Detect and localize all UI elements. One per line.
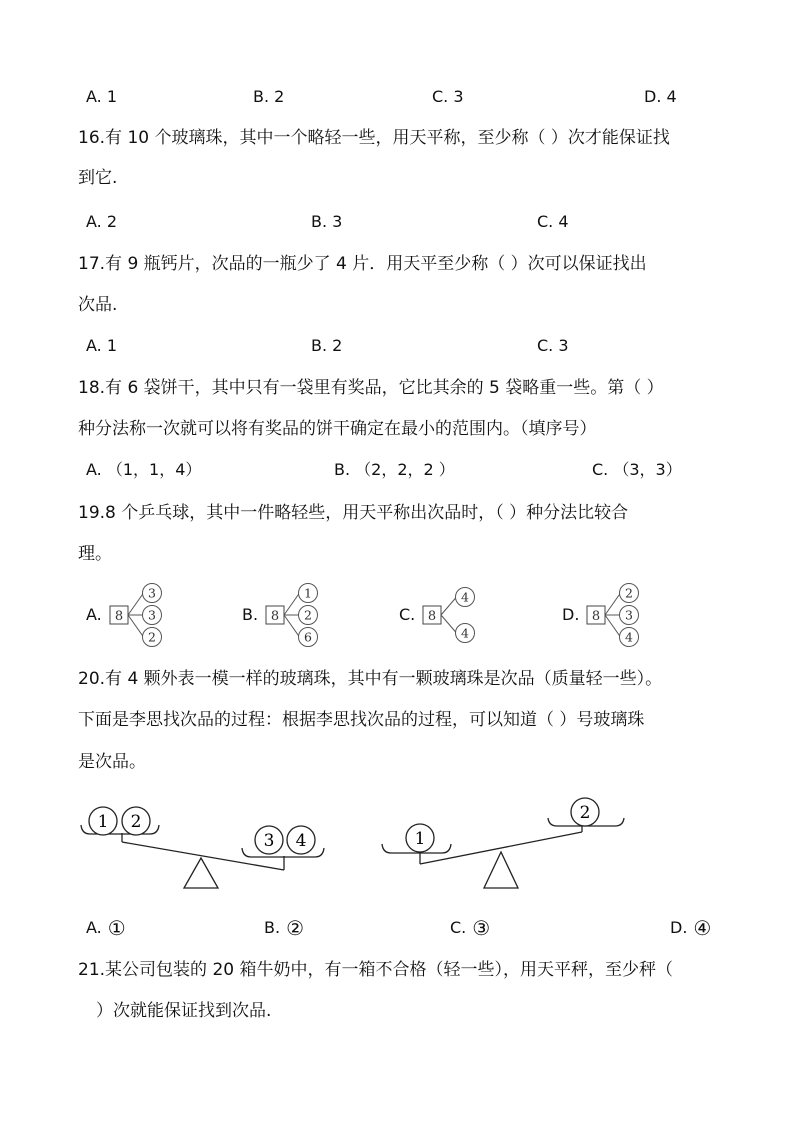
q19-option-label: B.	[242, 605, 259, 624]
q16-option-b[interactable]: B. 3	[311, 212, 343, 231]
q20-option-value: ②	[286, 916, 304, 940]
q20-option-d[interactable]	[670, 917, 711, 939]
leaf-number: 1	[304, 585, 313, 601]
split-tree-diagram	[108, 583, 188, 647]
q18-option-a[interactable]: A. （1，1，4）	[86, 460, 202, 479]
split-tree-diagram	[421, 583, 501, 647]
q20-option-a[interactable]	[86, 917, 126, 939]
q18-option-c[interactable]: C. （3，3）	[592, 460, 682, 479]
leaf-number: 4	[625, 629, 634, 645]
q17-option-c[interactable]: C. 3	[537, 336, 569, 355]
q20-option-c[interactable]	[450, 917, 490, 939]
root-number: 8	[270, 609, 280, 624]
q19-option-d[interactable]	[562, 583, 665, 647]
tree-branch	[128, 615, 144, 637]
leaf-number: 2	[625, 585, 634, 601]
ball-number: 1	[414, 829, 426, 849]
q17-text-line2: 次品.	[78, 295, 118, 315]
balance-scale-1	[81, 807, 324, 888]
leaf-number: 3	[625, 607, 634, 623]
root-number: 8	[114, 609, 123, 624]
q19-option-a[interactable]	[86, 583, 188, 647]
split-tree-diagram	[585, 583, 665, 647]
leaf-number: 3	[147, 607, 156, 623]
q19-option-label: C.	[399, 605, 416, 624]
balance-scale-2	[382, 798, 624, 888]
q20-text-line1: 20.有 4 颗外表一模一样的玻璃珠，其中有一颗玻璃珠是次品（质量轻一些）。	[78, 669, 663, 689]
q20-option-label: B.	[264, 918, 281, 937]
q17-option-b[interactable]: B. 2	[311, 336, 343, 355]
q16-text-line2: 到它.	[78, 168, 118, 188]
q17-text-line1: 17.有 9 瓶钙片，次品的一瓶少了 4 片．用天平至少称（ ）次可以保证找出	[78, 254, 647, 274]
q20-option-value: ③	[472, 916, 491, 940]
root-number: 8	[428, 609, 437, 624]
q17-option-a[interactable]: A. 1	[86, 336, 118, 355]
q20-option-label: C.	[450, 918, 467, 937]
balance-illustrations	[78, 792, 638, 896]
ball-number: 4	[295, 831, 307, 851]
leaf-number: 4	[461, 589, 470, 605]
ball-number: 2	[579, 803, 591, 823]
tree-branch	[441, 615, 457, 633]
leaf-number: 3	[147, 585, 156, 601]
q15-option-d[interactable]: D. 4	[644, 87, 677, 106]
q16-text-line1: 16.有 10 个玻璃珠，其中一个略轻一些，用天平称，至少称（ ）次才能保证找	[78, 128, 670, 148]
q19-text-line2: 理。	[78, 544, 112, 564]
q20-option-label: D.	[670, 918, 688, 937]
tree-branch	[284, 593, 300, 615]
q19-option-label: A.	[86, 605, 102, 624]
leaf-number: 2	[147, 629, 156, 645]
leaf-number: 6	[304, 629, 313, 645]
q15-option-a[interactable]: A. 1	[86, 87, 118, 106]
q19-option-label: D.	[562, 605, 580, 624]
tree-branch	[284, 615, 300, 637]
leaf-number: 4	[461, 625, 470, 641]
q19-text-line1: 19.8 个乒乓球，其中一件略轻些，用天平称出次品时，（ ）种分法比较合	[78, 503, 629, 523]
q16-option-c[interactable]: C. 4	[537, 212, 569, 231]
q20-option-label: A.	[86, 918, 102, 937]
leaf-number: 2	[304, 607, 313, 623]
root-number: 8	[592, 609, 601, 624]
q20-option-value: ④	[693, 916, 712, 940]
tree-branch	[128, 593, 144, 615]
split-tree-diagram	[264, 583, 344, 647]
q20-option-b[interactable]	[264, 917, 304, 939]
q18-option-b[interactable]: B. （2，2，2 ）	[334, 460, 455, 479]
q16-option-a[interactable]: A. 2	[86, 212, 118, 231]
q18-text-line2: 种分法称一次就可以将有奖品的饼干确定在最小的范围内。（填序号）	[78, 419, 597, 439]
ball-number: 1	[97, 812, 109, 832]
q21-text-line1: 21.某公司包装的 20 箱牛奶中，有一箱不合格（轻一些），用天平秤，至少秤（	[78, 960, 673, 980]
tree-branch	[605, 593, 621, 615]
q20-option-value: ①	[107, 916, 126, 940]
q21-text-line2: ）次就能保证找到次品.	[96, 1001, 272, 1021]
q15-option-c[interactable]: C. 3	[432, 87, 464, 106]
q20-text-line3: 是次品。	[78, 752, 146, 772]
ball-number: 3	[263, 831, 275, 851]
q19-option-b[interactable]	[242, 583, 344, 647]
tree-branch	[605, 615, 621, 637]
q20-text-line2: 下面是李思找次品的过程：根据李思找次品的过程，可以知道（ ）号玻璃珠	[78, 710, 645, 730]
ball-number: 2	[130, 812, 142, 832]
q18-text-line1: 18.有 6 袋饼干，其中只有一袋里有奖品，它比其余的 5 袋略重一些。第（ ）	[78, 378, 664, 398]
q15-option-b[interactable]: B. 2	[253, 87, 285, 106]
tree-branch	[441, 597, 457, 615]
q19-option-c[interactable]	[399, 583, 501, 647]
